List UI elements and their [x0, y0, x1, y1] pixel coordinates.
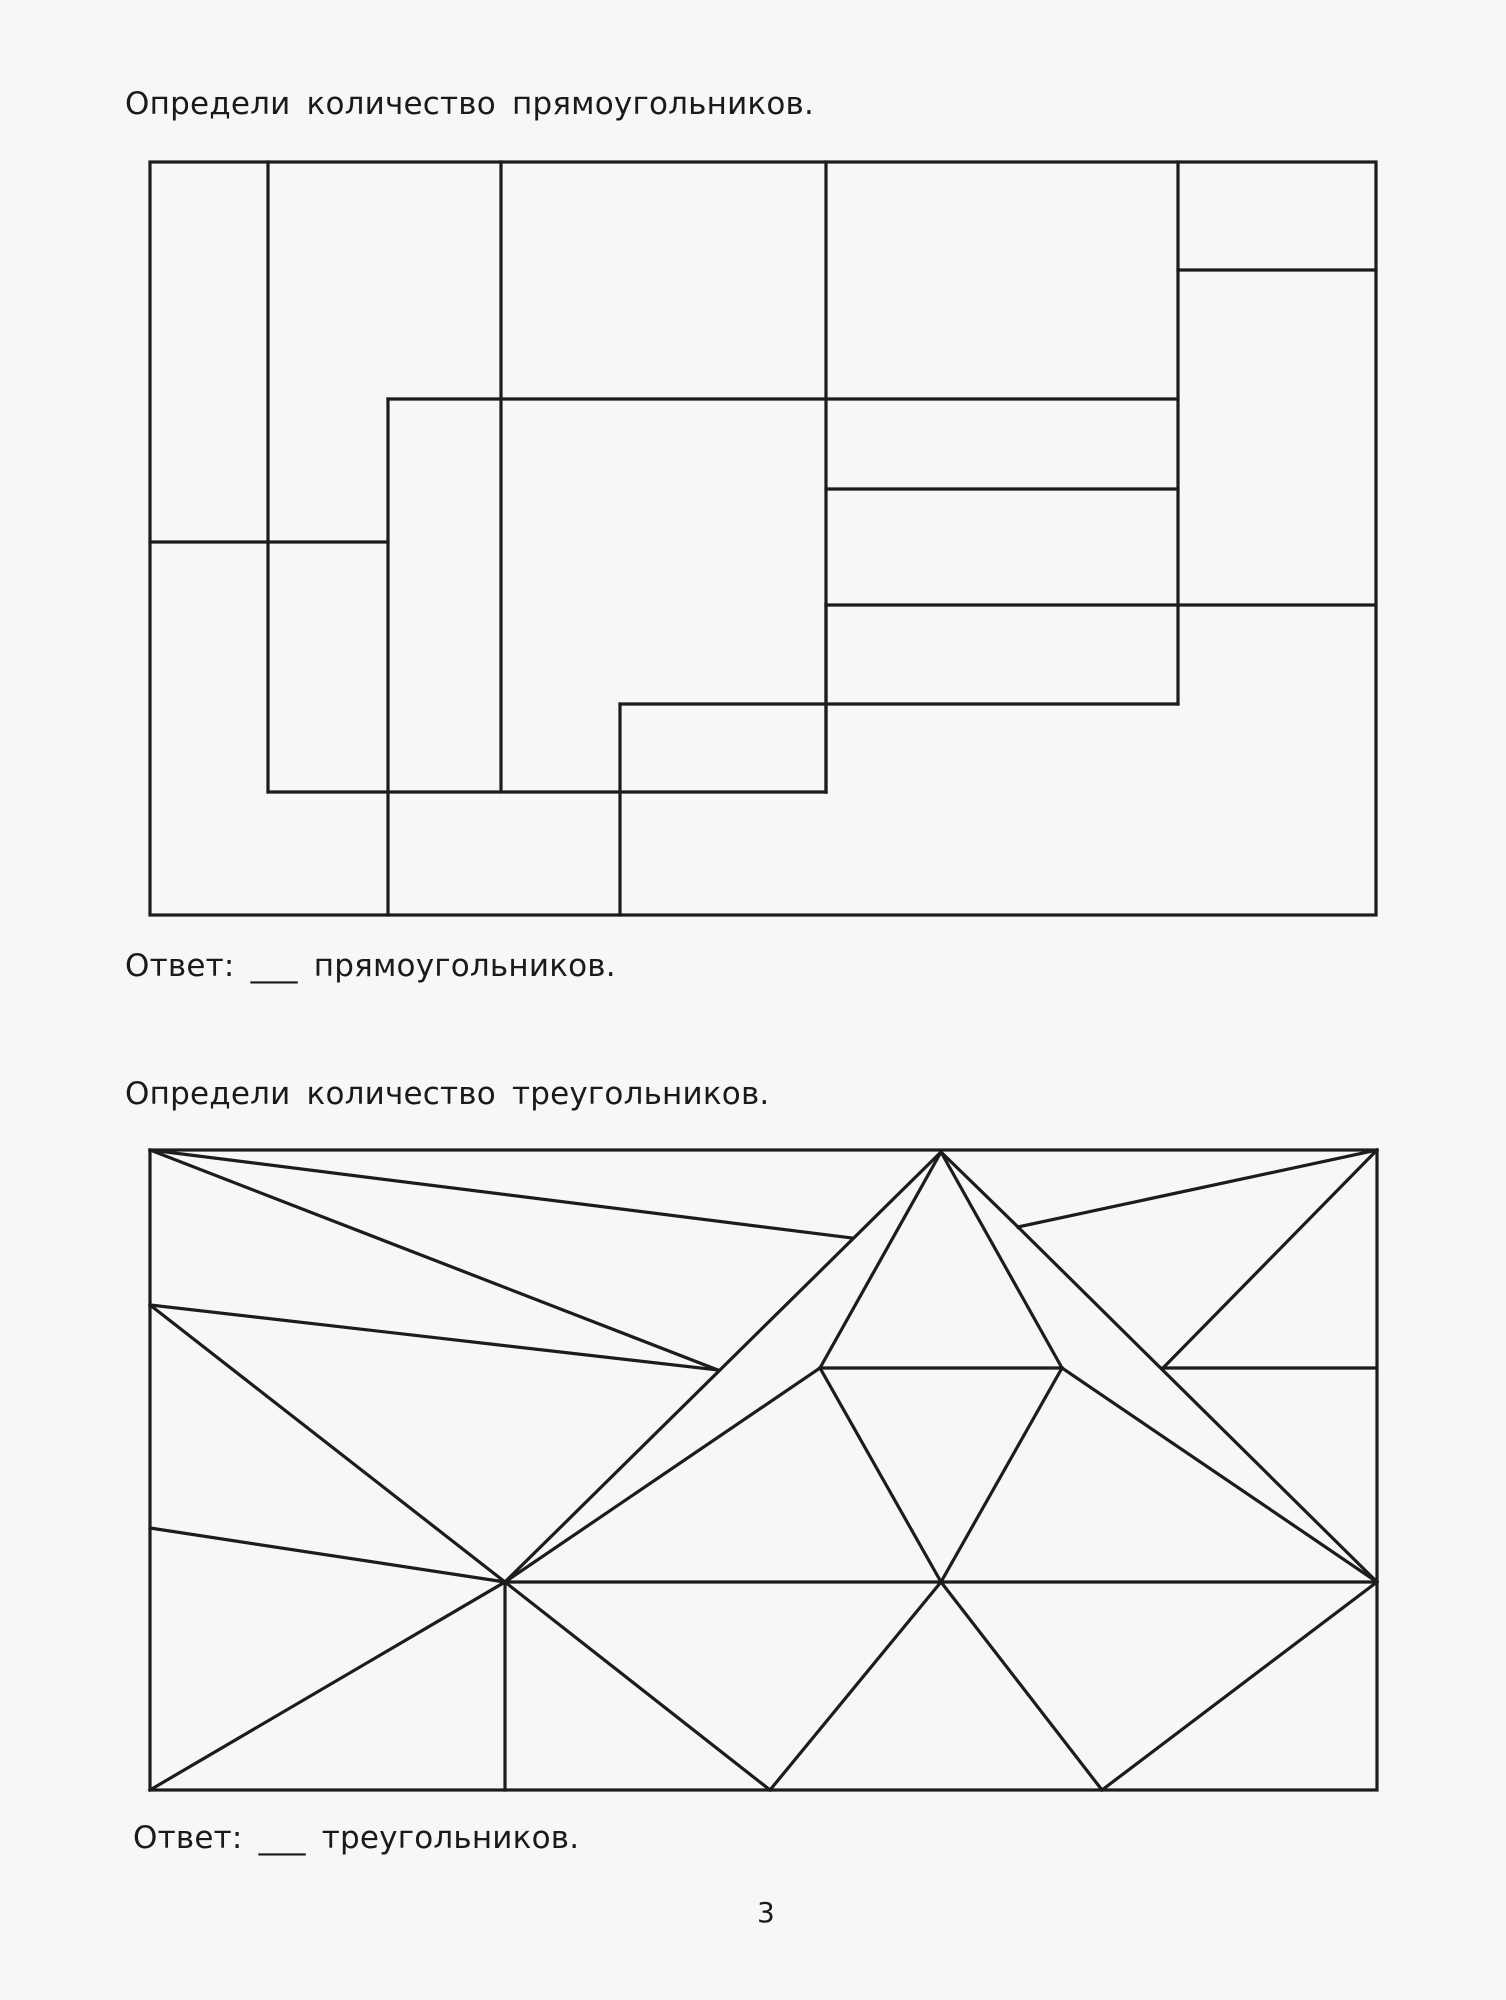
outer-rectangle: [150, 1150, 1377, 1790]
figure-line: [150, 1528, 505, 1582]
figure-line: [941, 1152, 1018, 1227]
task2-title: Определи количество треугольников.: [125, 1076, 770, 1112]
figure-line: [941, 1152, 1062, 1368]
figure-line: [505, 1582, 770, 1790]
task1-title: Определи количество прямоугольников.: [125, 86, 815, 122]
answer-unit: треугольников.: [321, 1820, 580, 1856]
answer-blank[interactable]: ___: [250, 948, 298, 984]
page-number: 3: [757, 1896, 775, 1929]
figure-line: [150, 1150, 852, 1238]
figure-line: [820, 1368, 941, 1582]
answer-blank[interactable]: ___: [258, 1820, 306, 1856]
figure-line: [1062, 1368, 1377, 1582]
figure-line: [1018, 1150, 1377, 1227]
figure-line: [770, 1582, 941, 1790]
task2-answer: [133, 1820, 579, 1856]
answer-unit: прямоугольников.: [313, 948, 616, 984]
figure-line: [941, 1582, 1102, 1790]
figure-line: [505, 1368, 820, 1582]
figure-line: [150, 1582, 505, 1790]
answer-label: Ответ:: [125, 948, 235, 984]
figure-line: [941, 1368, 1062, 1582]
figure-line: [1163, 1150, 1377, 1368]
figure-line: [820, 1152, 941, 1368]
answer-label: Ответ:: [133, 1820, 243, 1856]
figure-line: [1102, 1582, 1377, 1790]
figure-line: [150, 1305, 505, 1582]
figure-line: [1018, 1227, 1377, 1582]
